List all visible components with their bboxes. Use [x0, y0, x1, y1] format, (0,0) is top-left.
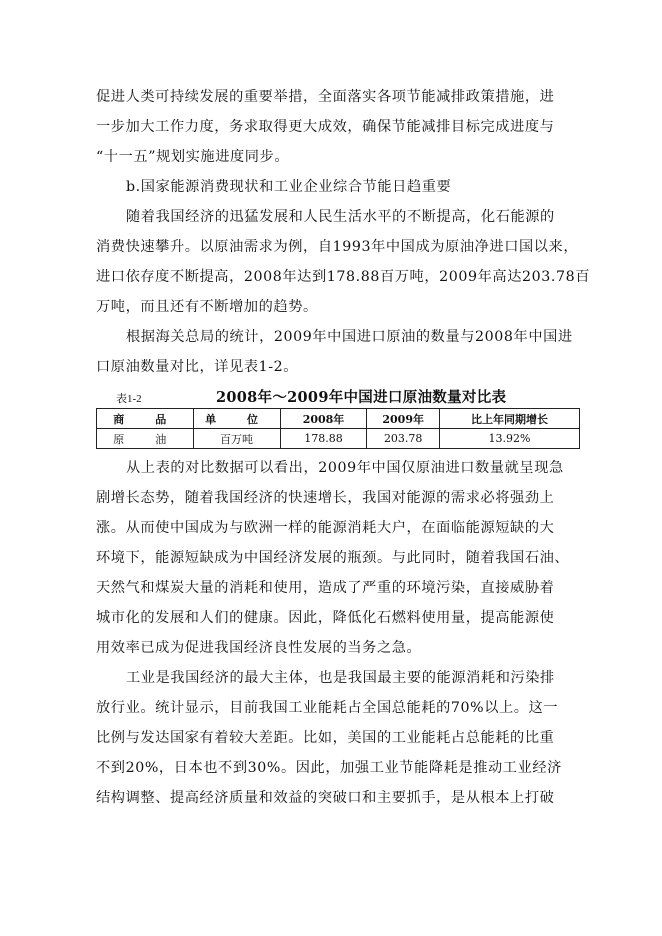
text-line: 城市化的发展和人们的健康。因此，降低化石燃料使用量，提高能源使: [96, 610, 555, 626]
table-header-row: [97, 409, 580, 429]
text-line: 消费快速攀升。以原油需求为例，自1993年中国成为原油净进口国以来，: [96, 239, 579, 255]
table-cell: 203.78: [367, 429, 439, 449]
text-line: “十一五”规划实施进度同步。: [96, 149, 290, 165]
paragraph-3: [96, 322, 580, 382]
text-line: 工业是我国经济的最大主体，也是我国最主要的能源消耗和污染排: [126, 670, 555, 686]
text-line: 天然气和煤炭大量的消耗和使用，造成了严重的环境污染，直接威胁着: [96, 580, 555, 596]
header-cell: 2009年: [367, 409, 439, 429]
header-cell: 商 品: [97, 409, 194, 429]
text-line: 万吨，而且还有不断增加的趋势。: [96, 299, 318, 315]
crude-oil-import-table: [96, 408, 580, 449]
table-number: 表1-2: [116, 393, 142, 405]
text-line: 比例与发达国家有着较大差距。比如，美国的工业能耗占总能耗的比重: [96, 730, 555, 746]
paragraph-1: [96, 82, 580, 172]
table-cell: 13.92%: [439, 429, 579, 449]
table-cell: 178.88: [280, 429, 367, 449]
text-line: 口原油数量对比，详见表1-2。: [96, 359, 299, 375]
table-title: 2008年～2009年中国进口原油数量对比表: [216, 389, 507, 406]
text-line: 不到20%，日本也不到30%。因此，加强工业节能降耗是推动工业经济: [96, 760, 562, 776]
table-row: [97, 429, 580, 449]
document-page: [96, 82, 591, 813]
table-caption: [96, 386, 580, 408]
table-cell: 百万吨: [193, 429, 280, 449]
paragraph-2: [96, 202, 591, 322]
text-line: 环境下，能源短缺成为中国经济发展的瓶颈。与此同时，随着我国石油、: [96, 550, 570, 566]
text-line: 从上表的对比数据可以看出，2009年中国仅原油进口数量就呈现急: [126, 460, 564, 476]
paragraph-5: [96, 663, 580, 813]
text-line: 结构调整、提高经济质量和效益的突破口和主要抓手，是从根本上打破: [96, 790, 555, 806]
text-line: 一步加大工作力度，务求取得更大成效，确保节能减排目标完成进度与: [96, 119, 555, 135]
section-heading-b: b.国家能源消费现状和工业企业综合节能日趋重要: [126, 179, 452, 195]
text-line: 根据海关总局的统计，2009年中国进口原油的数量与2008年中国进: [126, 329, 573, 345]
text-line: 进口依存度不断提高，2008年达到178.88百万吨，2009年高达203.78百: [96, 269, 591, 285]
paragraph-4: [96, 453, 580, 663]
text-line: 涨。从而使中国成为与欧洲一样的能源消耗大户，在面临能源短缺的大: [96, 520, 555, 536]
text-line: 促进人类可持续发展的重要举措，全面落实各项节能减排政策措施，进: [96, 89, 555, 105]
text-line: 放行业。统计显示，目前我国工业能耗占全国总能耗的70%以上。这一: [96, 700, 559, 716]
header-cell: 单 位: [193, 409, 280, 429]
text-line: 用效率已成为促进我国经济良性发展的当务之急。: [96, 640, 422, 656]
text-line: 剧增长态势，随着我国经济的快速增长，我国对能源的需求必将强劲上: [96, 490, 555, 506]
header-cell: 比上年同期增长: [439, 409, 579, 429]
table-cell: 原 油: [97, 429, 194, 449]
text-line: 随着我国经济的迅猛发展和人民生活水平的不断提高，化石能源的: [126, 209, 555, 225]
header-cell: 2008年: [280, 409, 367, 429]
